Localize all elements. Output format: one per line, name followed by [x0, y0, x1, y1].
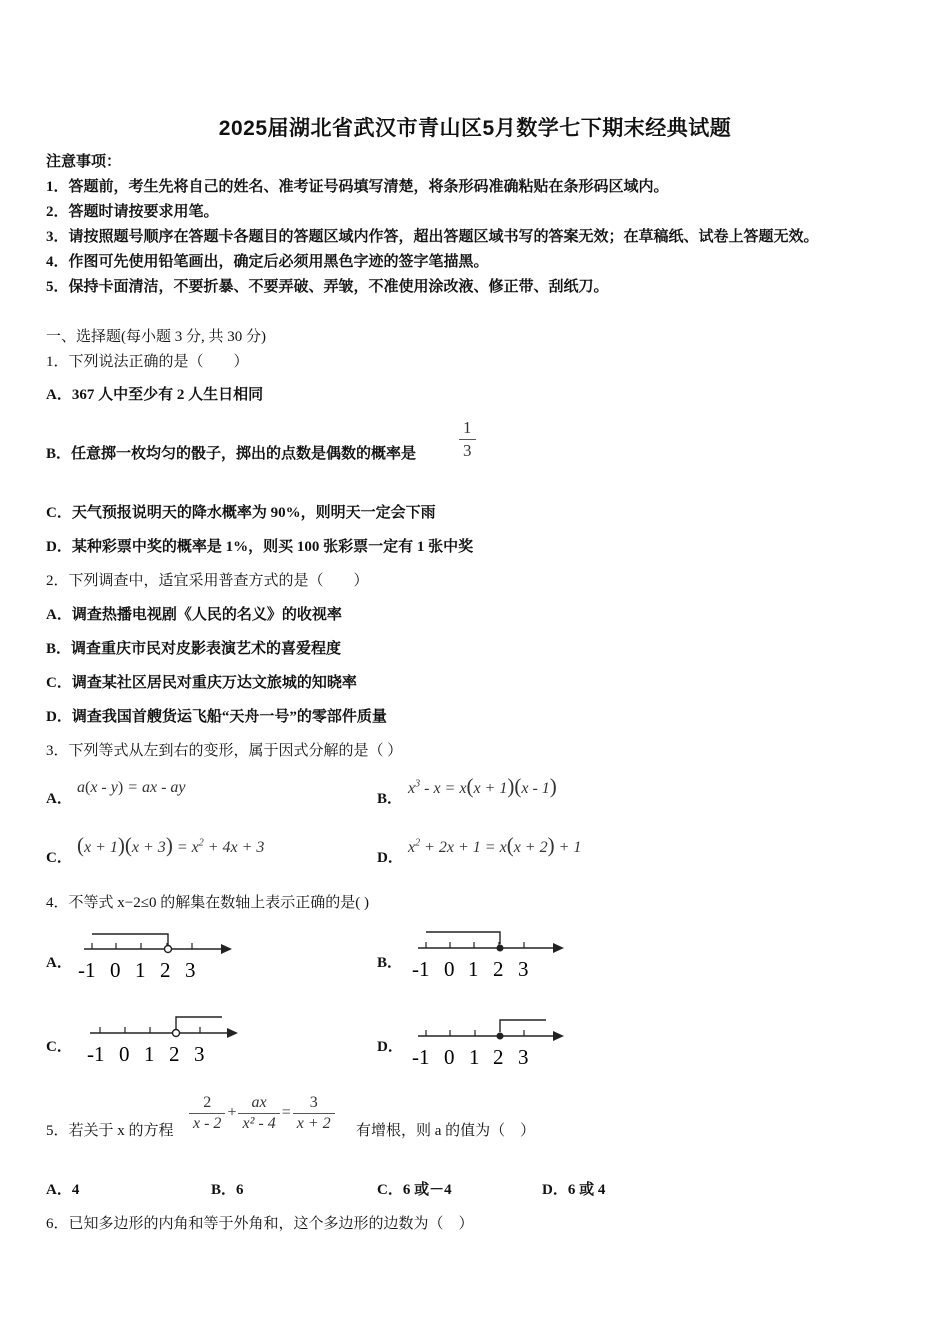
q3-option-c-label: C．: [46, 850, 72, 866]
q3-option-a-formula: a(x - y) = ax - ay: [77, 779, 186, 796]
axis-label: 1: [135, 958, 146, 982]
q5-option-a: A．4: [46, 1182, 80, 1198]
q3-option-d-formula: $x^2 + 2x + 1 = x(x + 2) + 1$: [408, 833, 582, 857]
axis-label: -1: [87, 1042, 105, 1066]
q4-option-d-label: D．: [377, 1039, 403, 1055]
fraction-denominator: 3: [463, 441, 472, 460]
fraction-denominator: x - 2: [193, 1115, 222, 1132]
q4-option-c-numberline: [84, 1012, 244, 1075]
q1-option-b: B．任意掷一枚均匀的骰子，掷出的点数是偶数的概率是: [46, 446, 417, 462]
q1-option-a: A．367 人中至少有 2 人生日相同: [46, 387, 264, 403]
axis-label: 3: [194, 1042, 205, 1066]
q3-option-d-label: D．: [377, 850, 403, 866]
axis-label: 0: [444, 1045, 455, 1069]
axis-label: 2: [493, 1045, 504, 1069]
axis-label: -1: [78, 958, 96, 982]
q4-option-a-label: A．: [46, 955, 72, 971]
q5-stem-suffix: 有增根，则 a 的值为（ ）: [356, 1123, 536, 1139]
fraction-numerator: 1: [459, 418, 476, 440]
q1-option-d: D．某种彩票中奖的概率是 1%，则买 100 张彩票一定有 1 张中奖: [46, 539, 474, 555]
q6-stem: 6．已知多边形的内角和等于外角和，这个多边形的边数为（ ）: [46, 1216, 474, 1232]
fraction-numerator: 3: [293, 1094, 335, 1114]
axis-label: -1: [412, 1045, 430, 1069]
q5-option-d: D．6 或 4: [542, 1182, 606, 1198]
q5-fraction-3: [293, 1094, 335, 1133]
notice-item-2: 2．答题时请按要求用笔。: [46, 204, 219, 220]
q2-option-a: A．调查热播电视剧《人民的名义》的收视率: [46, 607, 342, 623]
q4-stem: 4．不等式 x−2≤0 的解集在数轴上表示正确的是( ): [46, 895, 369, 911]
notice-item-4: 4．作图可先使用铅笔画出，确定后必须用黑色字迹的签字笔描黑。: [46, 254, 489, 270]
section-heading: 一、选择题(每小题 3 分, 共 30 分): [46, 329, 266, 345]
q3-option-b-label: B．: [377, 791, 403, 807]
q5-fraction-2: [238, 1094, 279, 1133]
axis-label: 1: [469, 1045, 480, 1069]
fraction-numerator: ax: [238, 1094, 279, 1114]
q5-fraction-1: [189, 1094, 225, 1133]
notice-item-5: 5．保持卡面清洁，不要折暴、不要弄破、弄皱，不准使用涂改液、修正带、刮纸刀。: [46, 279, 609, 295]
q5-stem-prefix: 5．若关于 x 的方程: [46, 1123, 174, 1139]
axis-label: 3: [518, 1045, 529, 1069]
q2-option-c: C．调查某社区居民对重庆万达文旅城的知晓率: [46, 675, 357, 691]
axis-label: 3: [185, 958, 196, 982]
q1-stem: 1．下列说法正确的是（ ）: [46, 354, 249, 370]
q4-option-d-numberline: [410, 1015, 570, 1078]
axis-label: 1: [144, 1042, 155, 1066]
q3-option-b-formula: $x^3 - x = x(x + 1)(x - 1)$: [408, 774, 557, 798]
q4-option-a-numberline: [76, 928, 236, 991]
q1-option-c: C．天气预报说明天的降水概率为 90%，则明天一定会下雨: [46, 505, 436, 521]
q5-option-b: B．6: [211, 1182, 244, 1198]
q5-option-c: C．6 或－4: [377, 1182, 452, 1198]
q4-option-c-label: C．: [46, 1039, 72, 1055]
q2-option-b: B．调查重庆市民对皮影表演艺术的喜爱程度: [46, 641, 342, 657]
q2-option-d: D．调查我国首艘货运飞船“天舟一号”的零部件质量: [46, 709, 387, 725]
q1-option-b-fraction: [459, 418, 476, 461]
axis-label: 2: [493, 957, 504, 981]
q3-stem: 3．下列等式从左到右的变形，属于因式分解的是（ ）: [46, 743, 403, 759]
fraction-denominator: x + 2: [296, 1115, 331, 1132]
q3-option-c-formula: $(x + 1)(x + 3) = x^2 + 4x + 3$: [77, 833, 265, 857]
axis-label: 2: [169, 1042, 180, 1066]
axis-label: 2: [160, 958, 171, 982]
axis-label: 0: [110, 958, 121, 982]
axis-label: 1: [468, 957, 479, 981]
notice-heading: 注意事项：: [46, 154, 122, 170]
axis-label: 0: [444, 957, 455, 981]
axis-label: -1: [412, 957, 430, 981]
q3-option-a-label: A．: [46, 791, 72, 807]
page-title: 2025届湖北省武汉市青山区5月数学七下期末经典试题: [218, 117, 732, 140]
notice-item-3: 3．请按照题号顺序在答题卡各题目的答题区域内作答，超出答题区域书写的答案无效；在草稿纸、试卷上答题无效。: [46, 229, 819, 245]
notice-item-1: 1．答题前，考生先将自己的姓名、准考证号码填写清楚，将条形码准确粘贴在条形码区域内。: [46, 179, 669, 195]
q2-stem: 2．下列调查中，适宜采用普查方式的是（ ）: [46, 573, 369, 589]
axis-label: 3: [518, 957, 529, 981]
q4-option-b-numberline: [410, 927, 570, 990]
q4-option-b-label: B．: [377, 955, 403, 971]
fraction-numerator: 2: [189, 1094, 225, 1114]
axis-label: 0: [119, 1042, 130, 1066]
fraction-denominator: x² - 4: [242, 1115, 276, 1132]
q5-equation: $\frac{2}{x - 2}$ + $\frac{ax}{\text{x² - 4}}$ = $\frac{3}{x + 2}$: [189, 1094, 335, 1133]
